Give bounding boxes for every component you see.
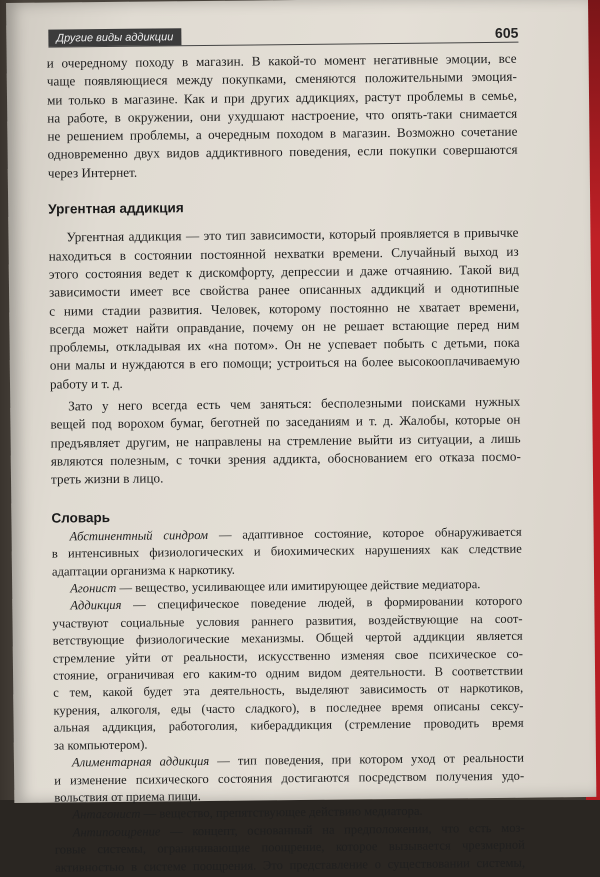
text-line: чаще появляющиеся между покупками, сменяются положительными эмоция- xyxy=(46,68,517,89)
text-line: говые системы, ограничивающие поощрение, которое вызывается чрезмерной xyxy=(54,837,525,857)
text-line: Зато у него всегда есть чем заняться: бесполезными поисками нужных xyxy=(68,393,521,414)
glossary-entry xyxy=(54,750,525,807)
section-heading: Ургентная аддикция xyxy=(48,200,184,217)
book-page xyxy=(6,0,596,875)
text-line: стремление уйти от реальности, искусственно изменяя свое психическое со- xyxy=(52,646,523,666)
text-line: являются полезным, с точки зрения аддикта, обоснованием его отказа посмо- xyxy=(50,448,521,469)
text-line: вещей под ворохом бумаг, беготней по заседаниям и т. д. Жалобы, которые он xyxy=(50,412,521,432)
text-line: с ними стадии развития. Человек, которому постоянно не хватает времени, xyxy=(49,298,520,319)
glossary-term: Абстинентный синдром xyxy=(69,527,209,544)
paragraph-2 xyxy=(50,393,521,489)
text-line: находиться в состоянии постоянной нехватки времени. Случайный выход из xyxy=(48,243,519,264)
running-header-title: Другие виды аддикции xyxy=(48,28,181,46)
page-text xyxy=(47,50,526,877)
text-line: и изменение психического состояния достигаются посредством получения удо- xyxy=(54,768,525,788)
text-line: активностью в системе поощрения. Это представление о существовании системы, xyxy=(54,855,526,875)
text-line: вольствия от приема пищи. xyxy=(54,788,201,805)
text-line: этого состояния ведет к дискомфорту, депрессии и даже отчаянию. Такой вид xyxy=(48,261,519,282)
text-line: участвуют социальные условия раннего развития, воздействующие на соот- xyxy=(52,611,523,631)
text-line: стояние, ограничивая его каким-то одним видом деятельности. В соответствии xyxy=(52,663,524,683)
text-line: за компьютером). xyxy=(53,737,148,753)
glossary-term: Антипоощрение xyxy=(72,824,161,840)
text-line: ветствующие физиологические механизмы. Общей чертой аддикции является xyxy=(52,628,523,648)
text-line: не решением проблемы, а очередным походом в магазин. Возможно сочетание xyxy=(47,123,518,144)
text-line: треть жизни в лицо. xyxy=(50,470,164,487)
glossary-term: Агонист xyxy=(70,580,117,596)
text-line: зависимости имеет все свойства ранее описанных аддикций и однотипные xyxy=(48,279,520,300)
text-line: альная аддикция, работоголия, кибераддикция (стремление проводить время xyxy=(53,715,524,735)
text-line: с тем, какой будет эта деятельность, выделяют зависимость от наркотиков, xyxy=(53,681,524,701)
glossary-definition: — концепт, основанный на предположении, что есть моз- xyxy=(160,820,525,839)
text-line: всегда может найти оправдание, почему он не решает встающие перед ним xyxy=(49,316,520,337)
text-line: работу и т. д. xyxy=(49,375,123,392)
text-line: на работе, в окружении, они ухудшают настроение, что опять-таки снимается xyxy=(47,105,518,126)
text-line: проблемы, откладывая их «на потом». Он не успевает побыть с детьми, пока xyxy=(49,334,520,355)
glossary-entry xyxy=(52,593,524,755)
page-number: 605 xyxy=(494,24,519,41)
running-header xyxy=(48,20,518,48)
text-line: Ургентная аддикция — это тип зависимости, который проявляется в привычке xyxy=(66,225,519,245)
glossary-definition: — вещество, препятствующее действию медиатора. xyxy=(140,804,423,822)
text-line: они малы и нуждаются в его помощи; устроиться на более высокооплачиваемую xyxy=(49,353,520,374)
glossary-term: Антагонист xyxy=(72,807,141,822)
paragraph-1 xyxy=(48,224,520,394)
text-line: курения, алкоголя, еды (часто сладкого), в последнее время описаны сексу- xyxy=(53,698,524,718)
glossary-entry xyxy=(55,819,526,876)
glossary-heading: Словарь xyxy=(51,509,111,526)
glossary-definition: — вещество, усиливающее или имитирующее действие медиатора. xyxy=(116,577,481,595)
text-line: в интенсивных физиологических и биохимических нарушениях как следствие xyxy=(51,541,522,561)
glossary-definition: — специфическое поведение людей, в формировании которого xyxy=(121,594,523,613)
text-line: предъявляет другим, не направлены на стремление выйти из ситуации, а лишь xyxy=(50,430,521,451)
glossary-term: Алиментарная аддикция xyxy=(71,754,210,770)
text-line: через Интернет. xyxy=(47,164,138,181)
text-line: адаптации организма к наркотику. xyxy=(51,562,235,579)
text-line: ми только в магазине. Как и при других аддикциях, растут проблемы в семье, xyxy=(46,87,518,108)
text-line: и очередному походу в магазин. В какой-то момент негативные эмоции, все xyxy=(46,50,517,71)
glossary-entry xyxy=(52,524,523,581)
glossary-definition: — тип поведения, при котором уход от реальности xyxy=(209,750,525,769)
glossary xyxy=(52,524,526,877)
text-line: одновременно двух видов аддиктивного поведения, если покупки совершаются xyxy=(47,142,518,163)
glossary-term: Аддикция xyxy=(70,598,122,613)
glossary-definition: — адаптивное состояние, которое обнаруживается xyxy=(207,524,522,542)
intro-paragraph xyxy=(47,50,518,183)
